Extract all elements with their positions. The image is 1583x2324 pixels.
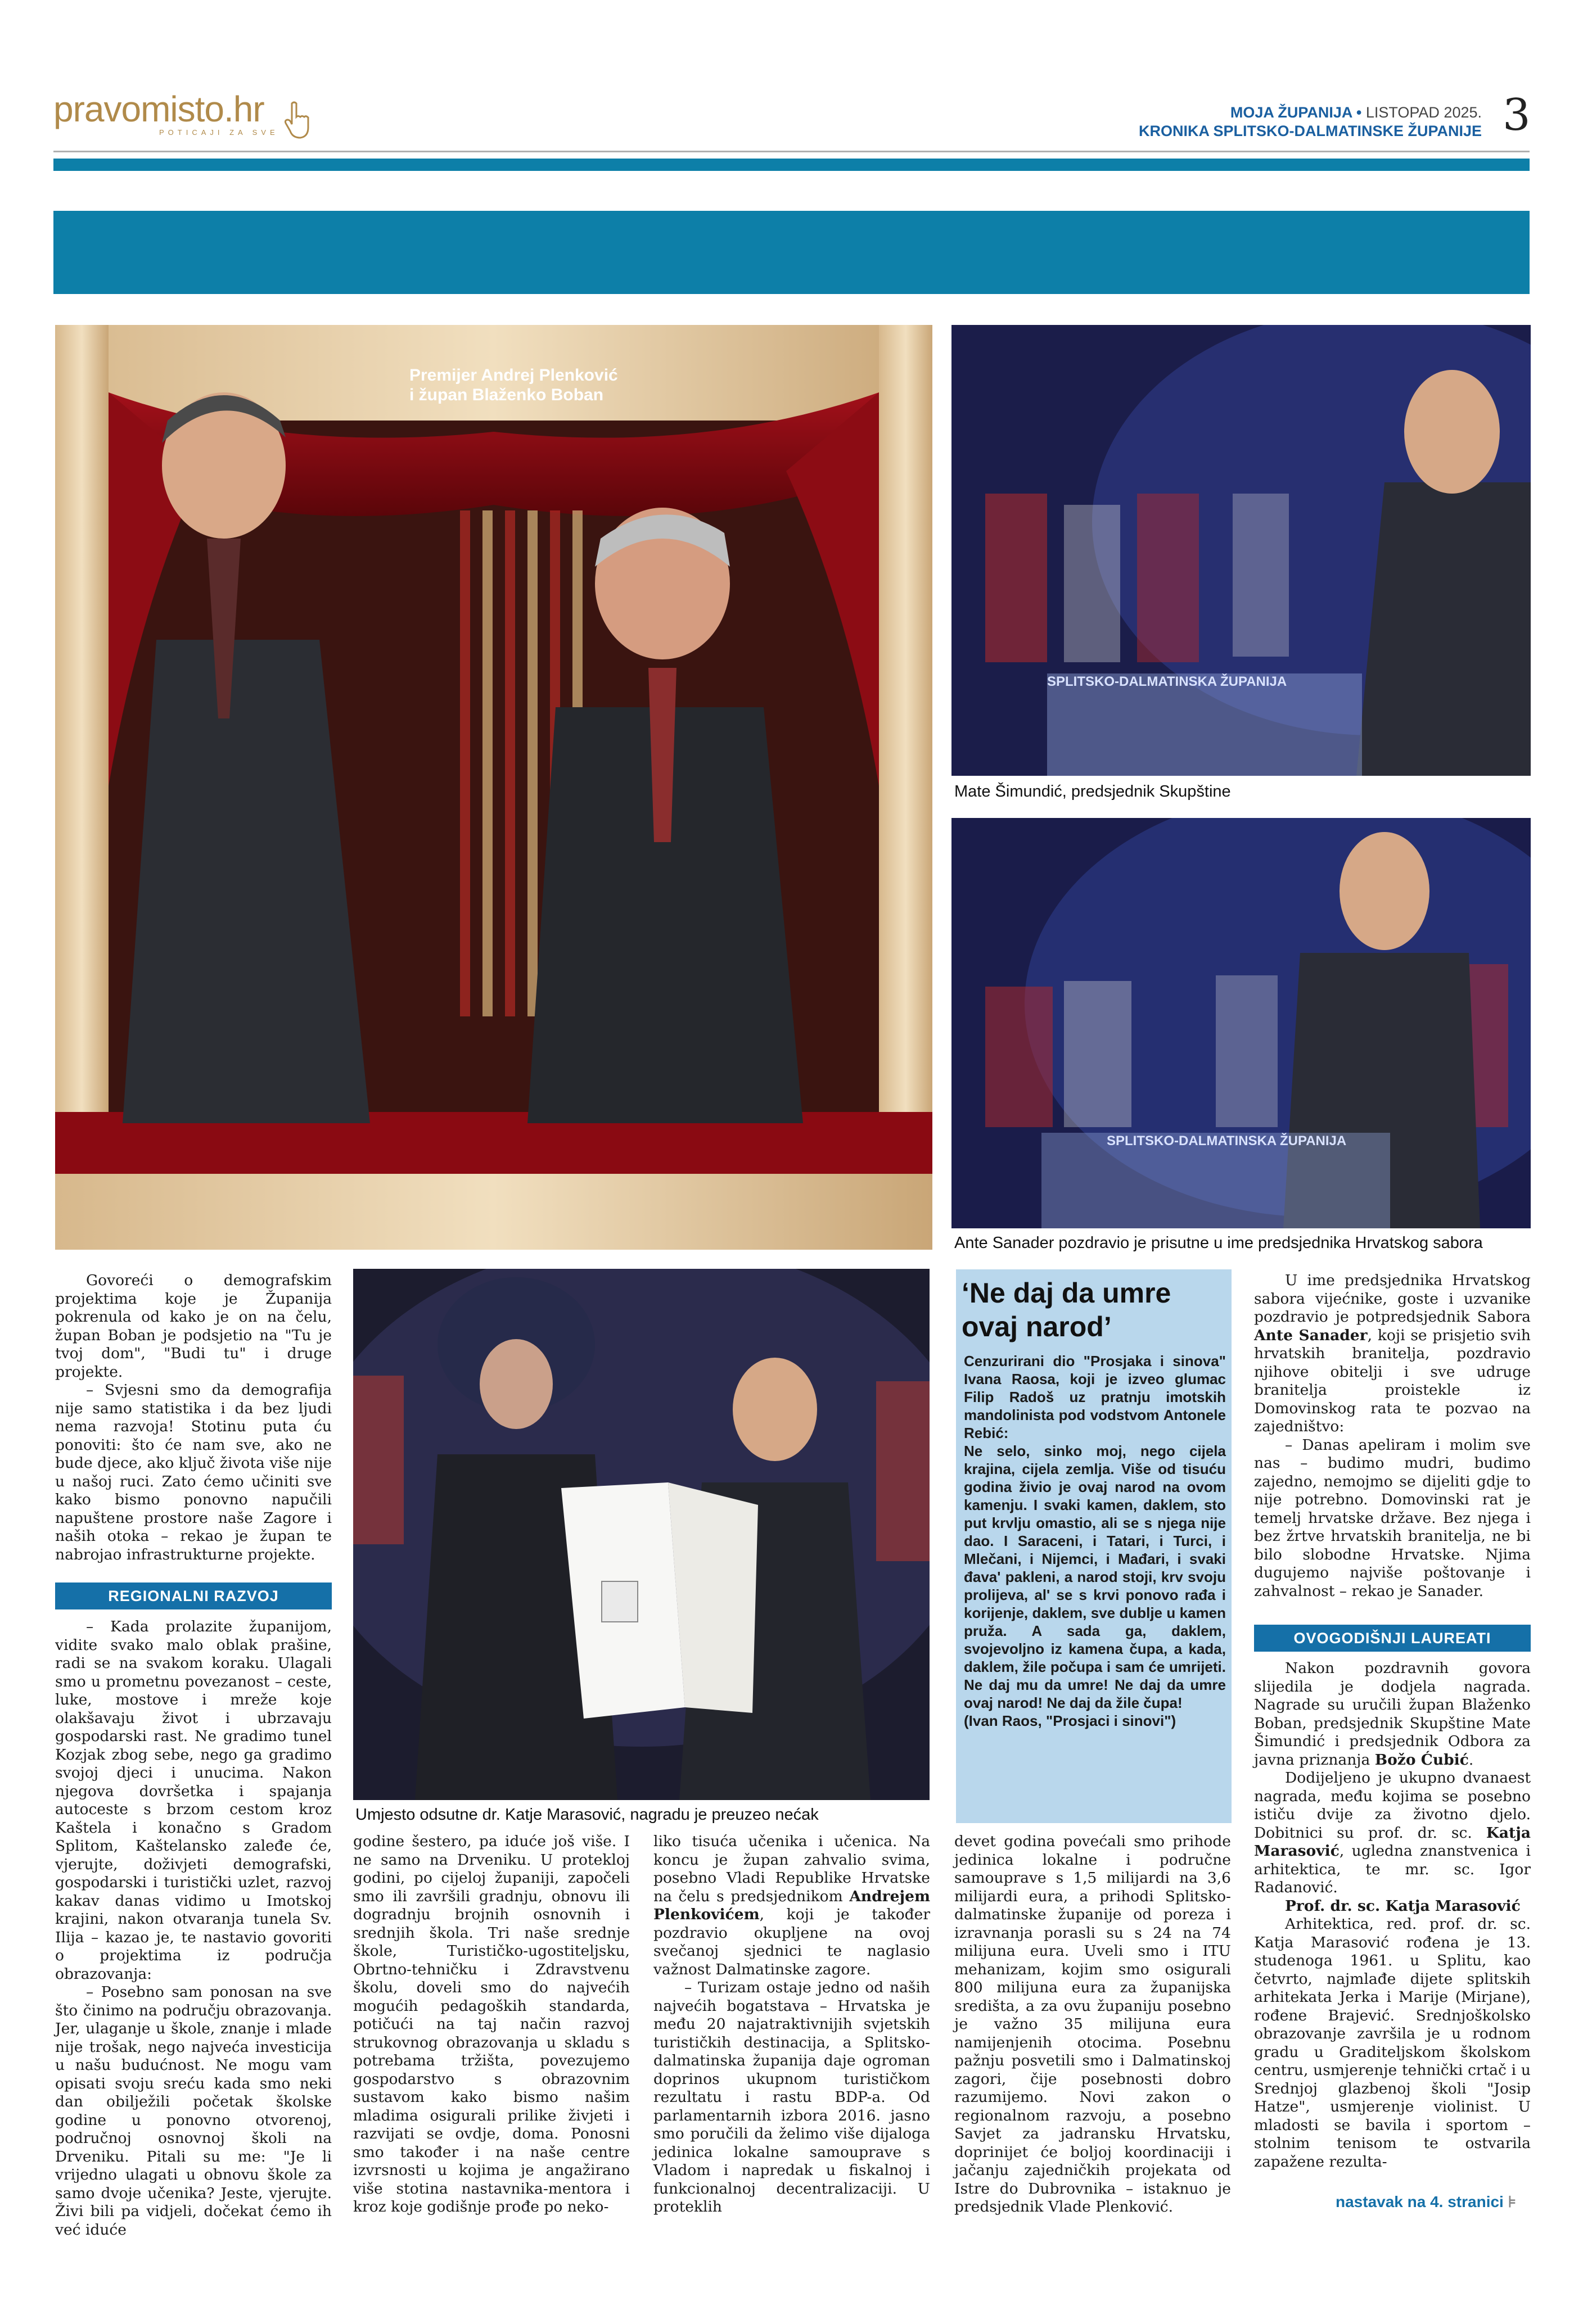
podium-photo-sanader-art: [951, 818, 1531, 1228]
column-3-paragraph: [653, 1833, 930, 1979]
header-bullet: •: [1356, 104, 1362, 121]
column-5-paragraph: [1254, 1769, 1531, 1897]
column-5-text: , ugledna znanstvenica i arhitektica, te mr. sc. Igor Radanović.: [1254, 1842, 1531, 1896]
name-marasovic: Katja Marasović: [1254, 1824, 1531, 1860]
header-date: LISTOPAD 2025.: [1365, 104, 1482, 121]
quote-text: [964, 1352, 1226, 1730]
column-5-paragraph: [1254, 1660, 1531, 1769]
name-cubic: Božo Ćubić: [1374, 1751, 1469, 1769]
column-5-paragraph: Arhitektica, red. prof. dr. sc. Katja Marasović rođena je 13. studenoga 1961. u Splitu, kao četvrto, najmlađe dijete splitskih arhitekata Jerka i Marije (Mirjane), rođene Brajević. Srednjoškolsko obrazovanje završila je u rodnom gradu u Graditeljskom školskom centru, usmjerenje tehnički crtač i u Srednjoj glazbenoj školi "Josip Hatze", usmjerenje violinist. U mladosti se bavila i sportom – stolnim tenisom te ostvarila zapažene rezulta-: [1254, 1915, 1531, 2171]
column-4-paragraph: devet godina povećali smo prihode jedinica lokalne i područne samouprave s 1,5 milijardi na 3,6 milijardi eura, a prihodi Splitsko-dalmatinske županije od poreza i izravnanja porasli su s 24 na 74 milijuna eura. Uveli smo i ITU mehanizam, kojim smo osigurali 800 milijuna eura za županijska središta, a za ovu županiju posebno je važno 35 milijuna eura namijenjenih otocima. Posebnu pažnju posvetili smo i Dalmatinskoj zagori, čije posebnosti dobro razumijemo. Novi zakon o regionalnom razvoju, a posebno Savjet za jadransku Hrvatsku, doprinijet će boljoj koordinaciji i jačanju zajedničkih projekata od Istre do Dubrovnika – istaknuo je predsjednik Vlade Plenković.: [954, 1833, 1231, 2216]
page-number: 3: [1503, 90, 1531, 141]
column-3-paragraph: – Turizam ostaje jedno od naših najvećih bogatstava – Hrvatska je među 20 najatraktivnijih svjetskih turističkih destinacija, a Splitsko-dalmatinska županija daje ogroman doprinos ukupnom turističkom rezultatu i rastu BDP-a. Od parlamentarnih izbora 2016. jasno smo poručili da želimo više dijaloga jedinica lokalne samouprave s Vladom i napredak u fiskalnoj i funkcionalnoj decentralizaciji. U proteklih: [653, 1979, 930, 2216]
column-5-top: [1254, 1272, 1531, 1600]
column-5-text: U ime predsjednika Hrvatskog sabora vijećnike, goste i uzvanike pozdravio je potpredsjednik Sabora: [1254, 1272, 1531, 1326]
column-2: [353, 1833, 630, 2217]
column-1-paragraph: – Kada prolazite županijom, vidite svako malo oblak prašine, radi se na svakom koraku. Ulagali smo u prometnu povezanost – ceste, luke, mostove i mreže koje olakšavaju život i ubrzavaju gospodarski rast. Ne gradimo tunel Kozjak zbog sebe, nego ga gradimo svojoj djeci i unucima. Nakon njegova dovršetka i spajanja autoceste s brzom cestom kroz Kaštela i konačno s Gradom Splitom, Kaštelansko zaleđe će, vjerujte, doživjeti demografski, gospodarski i turistički uzlet, razvoj kakav danas vidimo u Imotskoj krajini, nakon otvaranja tunela Sv. Ilija – kazao je, te nastavio govoriti o projektima iz područja obrazovanja:: [55, 1618, 332, 1983]
header-divider: [53, 151, 1530, 152]
main-photo-caption-line1: Premijer Andrej Plenković: [409, 366, 618, 385]
quote-source: (Ivan Raos, "Prosjaci i sinovi"): [964, 1712, 1176, 1729]
award-caption: Umjesto odsutne dr. Katje Marasović, nagradu je preuzeo nećak: [355, 1806, 819, 1824]
header-chronicle: KRONIKA SPLITSKO-DALMATINSKE ŽUPANIJE: [1138, 123, 1482, 139]
title-banner: [53, 211, 1530, 294]
section-heading-regional: REGIONALNI RAZVOJ: [55, 1583, 332, 1609]
header-info: [1139, 103, 1482, 141]
award-photo-art: [353, 1269, 930, 1800]
podium-photo-sanader: [951, 818, 1531, 1228]
quote-body: Ne selo, sinko moj, nego cijela krajina, cijela zemlja. Više od tisuću godina živio je ovaj narod na ovom kamenju. I svaki kamen, daklem, sto put krvlju omastio, ali se s njega nije dao. I Saraceni, i Tatari, i Turci, i Mlečani, i Nijemci, i Mađari, i svaki đava' pakleni, a narod stoji, krv svoju prolijeva, al' se s krvi ponovo rađa i korijenje, daklem, sve dublje u kamen pruža. A sada ga, daklem, svojevoljno iz kamena čupa, a kada, daklem, žile počupa i sam će umrijeti. Ne daj mu da umre! Ne daj da umre ovaj narod! Ne daj da žile čupa!: [964, 1443, 1226, 1711]
column-1-paragraph: – Posebno sam ponosan na sve što činimo na području obrazovanja. Jer, ulaganje u škole, znanje i mlade nije trošak, nego najveća investicija u našu budućnost. Ne mogu vam opisati svoju sreću kada smo neki dan obilježili početak školske godine u ponovno otvorenoj, područnoj osnovnoj školi na Drveniku. Pitali su me: "Je li vrijedno ulagati u obnovu škole za samo dvoje učenika? Jeste, vjerujte. Živi bili pa vidjeli, dočekat ćemo ih već iduće: [55, 1983, 332, 2239]
main-photo-art: [55, 325, 932, 1250]
quote-title: ‘Ne daj da umre ovaj narod’: [962, 1277, 1171, 1342]
podium2-caption: Ante Sanader pozdravio je prisutne u ime predsjednika Hrvatskog sabora: [954, 1234, 1483, 1252]
pointing-hand-icon: [284, 99, 318, 139]
podium1-caption: Mate Šimundić, predsjednik Skupštine: [954, 783, 1231, 801]
logo[interactable]: [53, 91, 318, 147]
column-5-text: , koji se prisjetio svih hrvatskih branitelja, pozdravio njihove obitelji i sve udruge branitelja proistekle iz Domovinskog rata te pozvao na zajedništvo:: [1254, 1326, 1531, 1435]
main-photo: [55, 325, 932, 1250]
continued-text: nastavak na 4. stranici: [1336, 2193, 1504, 2210]
column-2-paragraph: godine šestero, pa iduće još više. I ne samo na Drveniku. U proteklој godini, po cijeloj županiji, započeli smo ili završili gradnju, obnovu ili dogradnju brojnih osnovnih i srednjih škola. Tri naše srednje škole, Turističko-ugostiteljsku, Obrtno-tehničku i Zdravstvenu školu, doveli smo do najvećih mogućih pedagoških standarda, potičući na taj način razvoj strukovnog obrazovanja u skladu s potrebama tržišta, povezujemo gospodarstvo s obrazovnim sustavom kako bismo našim mladima osigurali prilike živjeti i razvijati se ovdje, doma. Ponosni smo također i na naše centre izvrsnosti u kojima je angažirano više stotina nastavnika-mentora i kroz koje godišnje prođe po neko-: [353, 1833, 630, 2216]
logo-text: pravomisto.hr: [53, 89, 264, 129]
podium2-sign: SPLITSKO-DALMATINSKA ŽUPANIJA: [1107, 1133, 1347, 1149]
continued-link[interactable]: [1336, 2192, 1516, 2211]
column-3-text: , koji je također pozdravio okupljene na ovoj svečanoj sjednici te naglasio važnost Dalmatinske zagore.: [653, 1906, 930, 1978]
podium-photo-simundic-art: [951, 325, 1531, 776]
header-section: MOJA ŽUPANIJA: [1230, 104, 1352, 121]
column-4: [954, 1833, 1231, 2217]
subheading-marasovic: Prof. dr. sc. Katja Marasović: [1285, 1897, 1521, 1915]
name-plenkovic: Andrejem Plenkovićem: [653, 1887, 930, 1923]
quote-intro: Cenzurirani dio "Prosjaka i sinova" Ivana Raosa, koji je izveo glumac Filip Radoš uz pratnju imotskih mandolinista pod vodstvom Antonele Rebić:: [964, 1353, 1226, 1441]
column-5-text: .: [1468, 1751, 1474, 1769]
column-5-text: Nakon pozdravnih govora slijedila je dodjela nagrada. Nagrade su uručili župan Blaženko Boban, predsjednik Skupštine Mate Šimundić i predsjednik Odbora za javna priznanja: [1254, 1660, 1531, 1769]
name-sanader: Ante Sanader: [1254, 1326, 1368, 1344]
column-5-paragraph: – Danas apeliram i molim sve nas – budimo mudri, budimo zajedno, nemojmo se dijeliti gdje to nije potrebno. Domovinski rat je temelj hrvatske države. Bez njega i bez žrtve hrvatskih branitelja, ne bi bilo slobodne Hrvatske. Njima dugujemo najviše poštovanje i zahvalnost – rekao je Sanader.: [1254, 1436, 1531, 1600]
logo-tagline: POTICAJI ZA SVE: [159, 128, 279, 137]
column-3: [653, 1833, 930, 2217]
column-1-top: [55, 1272, 332, 1564]
column-3-text: liko tisuća učenika i učenica. Na koncu je župan zahvalio svima, posebno Vladi Republike Hrvatske na čelu s predsjednikom: [653, 1833, 930, 1905]
column-5-subheading: [1254, 1897, 1531, 1916]
continue-arrow-icon: ⊧: [1508, 2193, 1517, 2210]
main-photo-caption-line2: i župan Blaženko Boban: [409, 386, 604, 404]
main-photo-caption: [409, 365, 618, 405]
award-photo: [353, 1269, 930, 1800]
column-1-paragraph: Govoreći o demografskim projektima koje je Županija pokrenula od kako je on na čelu, župan Boban je podsjetio na "Tu je tvoj dom", "Budi tu" i druge projekte.: [55, 1272, 332, 1381]
column-5-bottom: [1254, 1660, 1531, 2171]
column-5-paragraph: [1254, 1272, 1531, 1436]
column-1-bottom: [55, 1618, 332, 2239]
podium-photo-simundic: [951, 325, 1531, 776]
section-heading-laureates: OVOGODIŠNJI LAUREATI: [1254, 1625, 1531, 1652]
podium1-sign: SPLITSKO-DALMATINSKA ŽUPANIJA: [1047, 674, 1287, 689]
header-blue-bar: [53, 159, 1530, 171]
column-5-text: Dodijeljeno je ukupno dvanaest nagrada, među kojima se posebno ističu dvije za životno djelo. Dobitnici su prof. dr. sc.: [1254, 1769, 1531, 1842]
column-1-paragraph: – Svjesni smo da demografija nije samo statistika i da bez ljudi nema razvoja! Stotinu puta ću ponoviti: što će nam sve, ako ne bude djece, ako ključ života više nije u našoj ruci. Zato ćemo učiniti sve kako bismo ponovno napučili napuštene prostore naše Zagore i naših otoka – rekao je župan te nabrojao infrastrukturne projekte.: [55, 1381, 332, 1563]
